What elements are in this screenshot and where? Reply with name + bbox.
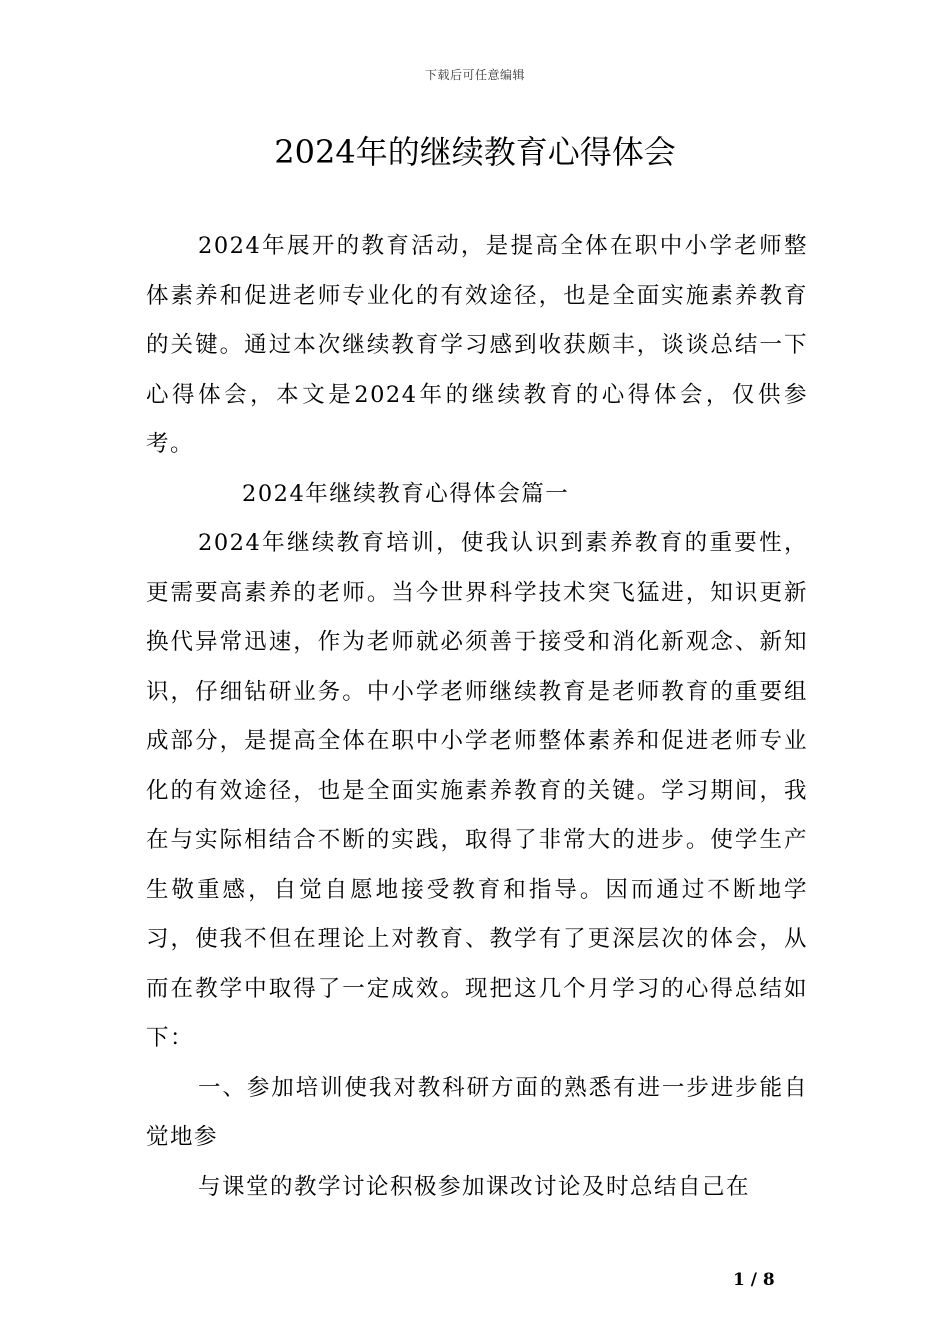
document-title: 2024年的继续教育心得体会 (274, 133, 676, 171)
section-heading: 2024年继续教育心得体会篇一 (242, 480, 570, 507)
header-note: 下载后可任意编辑 (424, 68, 525, 82)
intro-paragraph: 2024年展开的教育活动，是提高全体在职中小学老师整体素养和促进老师专业化的有效途径，也是全面实施素养教育的关键。通过本次继续教育学习感到收获颇丰，谈谈总结一下心得体会，本文是2024年的继续教育的心得体会，仅供参考。 (146, 233, 808, 457)
point-one-paragraph: 一、参加培训使我对教科研方面的熟悉有进一步进步能自觉地参 (146, 1074, 808, 1150)
body-paragraph: 2024年继续教育培训，使我认识到素养教育的重要性，更需要高素养的老师。当今世界科学技术突飞猛进，知识更新换代异常迅速，作为老师就必须善于接受和消化新观念、新知识，仔细钻研业务。中小学老师继续教育是老师教育的重要组成部分，是提高全体在职中小学老师整体素养和促进老师专业化的有效途径，也是全面实施素养教育的关键。学习期间，我在与实际相结合不断的实践，取得了非常大的进步。使学生产生敬重感，自觉自愿地接受教育和指导。因而通过不断地学习，使我不但在理论上对教育、教学有了更深层次的体会，从而在教学中取得了一定成效。现把这几个月学习的心得总结如下： (146, 530, 808, 1051)
continued-paragraph: 与课堂的教学讨论积极参加课改讨论及时总结自己在 (198, 1173, 751, 1200)
page-number: 1 / 8 (733, 1270, 775, 1290)
document-body (146, 222, 808, 1212)
